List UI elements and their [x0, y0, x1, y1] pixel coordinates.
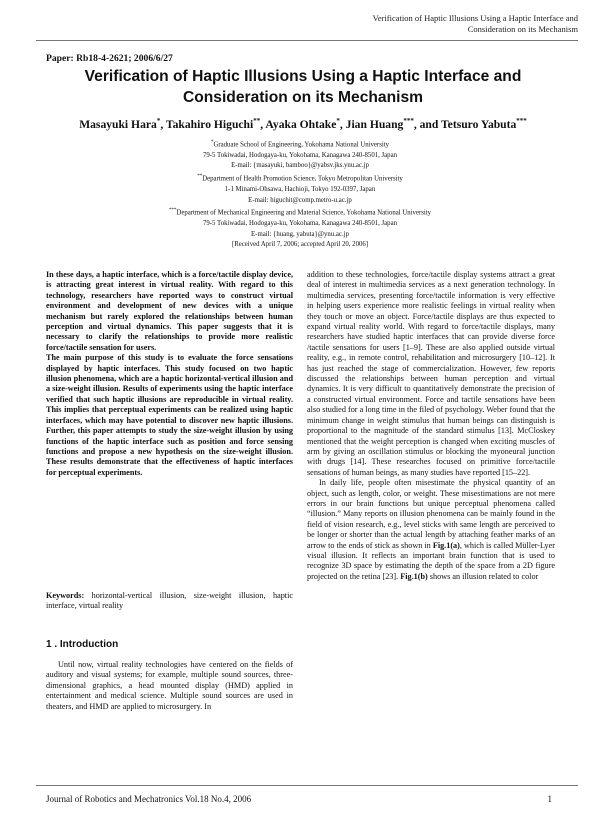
running-head: [278, 13, 578, 35]
author-name: Tetsuro Yabuta: [441, 117, 517, 131]
abstract-paragraph: The main purpose of this study is to evaluate the force sensations displayed by haptic interfaces. This study focused on two haptic illusion phenomena, which are a haptic horizontal-vertical illusion and a size-weight illusion. Results of experiments using the haptic interface verified that such haptic illusions are reproducible in virtual reality. This implies that perceptual experiments can be realized using haptic interfaces, which may have potential to discover new haptic illusions. Further, this paper attempts to study the size-weight illusion by using functions of the haptic interface such as position and force sensing functions and propose a new hypothesis on the size-weight illusion. These results demonstrate that the effectiveness of haptic interfaces for perceptual experiments.: [46, 353, 293, 477]
keywords-text: horizontal-vertical illusion, size-weight illusion, haptic interface, virtual reality: [46, 591, 293, 611]
affiliation-email: E-mail: {huang, yabuta}@ynu.ac.jp: [251, 230, 349, 238]
right-column: [307, 270, 555, 582]
affiliation-line: **Department of Health Promotion Science, Tokyo Metropolitan University: [197, 174, 403, 183]
affiliation-line: 1-1 Minami-Ohsawa, Hachioji, Tokyo 192-0397, Japan: [224, 185, 376, 193]
author-name: Masayuki Hara: [79, 117, 157, 131]
paper-title: [30, 66, 576, 108]
affiliation-line: 79-5 Tokiwadai, Hodogaya-ku, Yokohama, Kanagawa 240-8501, Japan: [202, 219, 397, 227]
author-list: [30, 117, 576, 131]
figure-ref: Fig.1(b): [400, 571, 428, 581]
author-mark: ***: [516, 117, 527, 125]
footer-rule: [36, 785, 578, 786]
intro-paragraph: Until now, virtual reality technologies have centered on the fields of auditory and visual systems; for example, multiple sound sources, three-dimensional graphics, a head mounted display (HMD) applied in entertainment and medical science. Multiple sound sources are used in theaters, and HMD are applied to microsurgery. In: [46, 660, 293, 711]
affiliations: [100, 138, 500, 251]
figure-ref: Fig.1(a): [432, 540, 460, 550]
affiliation-line: *Graduate School of Engineering, Yokohama National University: [210, 140, 390, 149]
affiliation-mark: *: [210, 140, 214, 145]
author-mark: *: [156, 117, 161, 125]
author-separator: ,: [339, 117, 346, 131]
affiliation-email: E-mail: {masayuki, bamboo}@yabsv.jks.ynu.ac.jp: [231, 162, 369, 170]
author-name: Jian Huang: [345, 117, 404, 131]
affiliation-mark: ***: [168, 208, 177, 214]
author-separator: , and: [413, 117, 442, 131]
affiliation-email: E-mail: higuchit@comp.metro-u.ac.jp: [248, 196, 352, 204]
affiliation-line: ***Department of Mechanical Engineering and Material Science, Yokohama National University: [168, 208, 432, 217]
paper-id: Paper: Rb18-4-2621; 2006/6/27: [46, 53, 173, 64]
footer-journal: Journal of Robotics and Mechatronics Vol.18 No.4, 2006: [46, 794, 252, 804]
author-name: Ayaka Ohtake: [265, 117, 337, 131]
body-paragraph: In daily life, people often misestimate the physical quantity of an object, such as length, color, or weight. These misestimations are not mere errors in our brain functions but unique perceptual phenomena called “illusion.” Many reports on illusion phenomena can be mainly found in the field of vision research, e.g., level sticks with same length are perceived to be longer or shorter than the actual length by attaching feather marks of an arrow to the ends of stick as shown in Fig.1(a), which is called Müller-Lyer visual illusion. It reflects an important brain function that is used to recognize 3D space by estimating the depth of the space from a 2D figure projected on the retina [23]. Fig.1(b) shows an illusion related to color: [307, 478, 555, 581]
affiliation-block: [100, 206, 500, 240]
abstract-paragraph: In these days, a haptic interface, which is a force/tactile display device, is attracting great interest in virtual reality. With regard to this technology, researchers have reported ways to construct virtual environment and development of new devices with a unique mechanism but rarely explored the relationships between human perception and virtual dynamics. This paper suggests that it is necessary to clarify the relationships to provide more realistic force/tactile sensation for users.: [46, 270, 293, 352]
page-number: 1: [547, 794, 552, 804]
running-head-line: Consideration on its Mechanism: [467, 24, 578, 34]
author-separator: ,: [160, 117, 166, 131]
abstract: [46, 270, 293, 478]
section-heading: [46, 639, 118, 650]
affiliation-block: [100, 172, 500, 206]
received-dates: [Received April 7, 2006; accepted April 20, 2006]: [231, 241, 369, 249]
title-line: Consideration on its Mechanism: [182, 89, 423, 106]
author-name: Takahiro Higuchi: [165, 117, 254, 131]
affiliation-mark: **: [197, 174, 203, 180]
header-rule: [36, 40, 578, 41]
section-title: Introduction: [59, 639, 119, 650]
section-number: 1 .: [46, 639, 58, 650]
body-paragraph: addition to these technologies, force/tactile display systems attract a great deal of interest in multimedia services as a next generation technology. In multimedia services, presenting force/tactile information is very effective in helping users experience more realistic feelings in virtual reality when they touch or move an object. Force/tactile displays are thus expected to expand virtual reality world. With regard to force/tactile displays, many researchers have studied haptic interfaces that can provide diverse force /tactile sensations for users [1–9]. These are also applied outside virtual reality, e.g., in remote control, rehabilitation and microsurgery [10–12]. It has just reached the stage of commercialization. However, few reports discussed the relationships between human perception and virtual dynamics. It is very difficult to quantitatively demonstrate the precision of a constructed virtual environment. Force and tactile sensations have been also studied for a long time in the filed of psychology. Weber found that the minimum change in weight stimulus that human beings can distinguish is proportional to the magnitude of the standard stimulus [13]. McCloskey mentioned that the weight perception is changed when exciting muscles of arm by giving an oscillation stimulus or blocking the myoneural junction with drugs [14]. These researches focused on primitive force/tactile sensations of human beings, as many studies have reported [15–22].: [307, 270, 555, 477]
affiliation-line: 79-5 Tokiwadai, Hodogaya-ku, Yokohama, Kanagawa 240-8501, Japan: [202, 151, 397, 159]
keywords-label: Keywords:: [46, 591, 85, 600]
author-separator: ,: [260, 117, 266, 131]
author-mark: **: [253, 117, 261, 125]
author-mark: *: [336, 117, 340, 125]
title-line: Verification of Haptic Illusions Using a Haptic Interface and: [84, 68, 522, 85]
running-head-line: Verification of Haptic Illusions Using a Haptic Interface and: [372, 13, 578, 23]
keywords: [46, 591, 293, 612]
author-mark: ***: [403, 117, 414, 125]
affiliation-block: [100, 138, 500, 172]
